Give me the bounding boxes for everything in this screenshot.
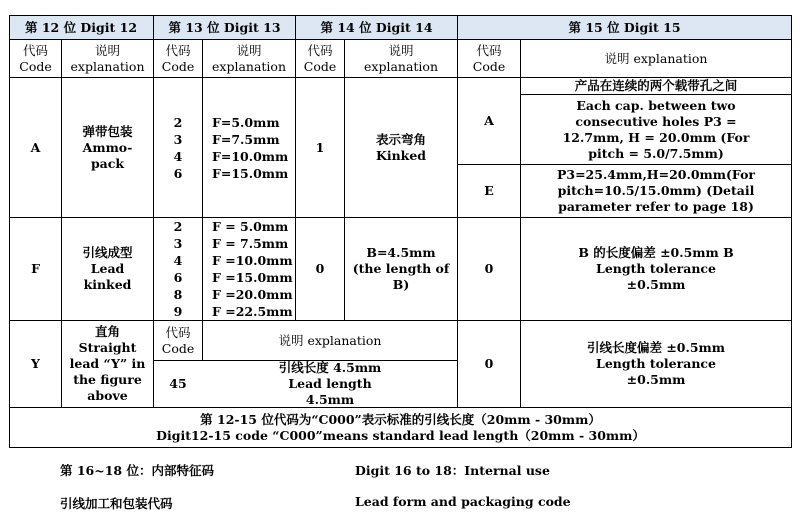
row-a-codes13-list — [174, 114, 183, 182]
subheader-code-12: 代码 Code — [19, 42, 52, 74]
row-a-d15-intro: 产品在连续的两个载带孔之间 — [574, 78, 738, 93]
header-digit12: 第 12 位 Digit 12 — [24, 19, 138, 35]
row-f-codes13-list — [174, 218, 183, 320]
row-y-code12: Y — [31, 356, 40, 371]
row-a-codes13 — [154, 78, 202, 217]
row-a-code13-item: 3 — [173, 131, 183, 147]
row-a-value13-item: F=7.5mm — [212, 131, 280, 147]
header-digit15: 第 15 位 Digit 15 — [568, 19, 681, 35]
header-digit14: 第 14 位 Digit 14 — [320, 19, 433, 35]
row-a-value13-item: F=10.0mm — [212, 148, 289, 164]
row-a-desc12: 弹带包装 Ammo-pack — [82, 123, 133, 171]
row-a-code13-item: 2 — [173, 114, 183, 130]
row-f-code14: 0 — [315, 261, 325, 276]
row-f-code12: F — [31, 261, 40, 276]
subheader-code-13: 代码 Code — [161, 42, 195, 74]
row-a-desc14: 表示弯角 Kinked — [375, 131, 427, 163]
digit-code-table — [9, 15, 792, 448]
row-f-value13-item: F =15.0mm — [212, 270, 293, 285]
row-f-code13-item: 8 — [173, 287, 183, 302]
lead-form-note-cn: 引线加工和包装代码 — [60, 496, 173, 511]
row-f-value13-item: F = 7.5mm — [212, 236, 289, 251]
footer-note — [10, 408, 791, 447]
row-y-d15-code: 0 — [484, 356, 494, 371]
row-a-d15-code-a: A — [484, 113, 494, 128]
row-a-value13-item: F=5.0mm — [212, 114, 280, 130]
footer-note-line1: 第 12-15 位代码为“C000”表示标准的引线长度（20mm - 30mm） — [200, 411, 601, 427]
row-f-value13-item: F =10.0mm — [212, 253, 293, 268]
row-f-value13-item: F =22.5mm — [212, 304, 293, 319]
row-f-value13-item: F =20.0mm — [212, 287, 293, 302]
row-a-d15-desc-a: Each cap. between two consecutive holes P3 = 12.7mm, H = 20.0mm (For pitch = 5.0/7.5mm) — [562, 97, 750, 161]
row-f-code13-item: 6 — [173, 270, 183, 285]
lead-form-note-en: Lead form and packaging code — [355, 494, 571, 509]
row-a-code13-item: 6 — [173, 165, 183, 181]
row-y-sub-code-label: 代码 Code — [161, 324, 195, 356]
row-f-codes13 — [154, 218, 202, 320]
row-f-desc14: B=4.5mm (the length of B) — [352, 245, 450, 292]
row-a-d15-code-e: E — [484, 183, 494, 198]
row-f-d15-desc: B 的长度偏差 ±0.5mm B Length tolerance ±0.5mm — [578, 245, 734, 292]
subheader-code-14: 代码 Code — [303, 42, 337, 74]
row-y-sub-code: 45 — [169, 376, 187, 391]
row-f-code13-item: 4 — [173, 253, 183, 268]
row-a-code14: 1 — [315, 139, 325, 155]
row-a-values13 — [212, 78, 295, 217]
row-a-code13-item: 4 — [173, 148, 183, 164]
row-a-values13-list — [212, 114, 288, 182]
subheader-code-15: 代码 Code — [472, 42, 506, 74]
subheader-explanation-15: 说明 explanation — [604, 50, 708, 66]
row-a-value13-item: F=15.0mm — [212, 165, 289, 181]
row-f-code13-item: 2 — [173, 219, 183, 234]
row-f-code13-item: 9 — [173, 304, 183, 319]
row-a-code12: A — [30, 139, 41, 155]
row-f-code13-item: 3 — [173, 236, 183, 251]
row-y-desc12: 直角 Straight lead “Y” in the figure above — [69, 324, 146, 403]
row-y-d15-desc: 引线长度偏差 ±0.5mm Length tolerance ±0.5mm — [586, 340, 726, 387]
header-digit13: 第 13 位 Digit 13 — [168, 19, 281, 35]
row-f-desc12: 引线成型 Lead kinked — [82, 245, 133, 292]
digit16-note-cn: 第 16~18 位：内部特征码 — [60, 463, 214, 478]
row-f-d15-code: 0 — [484, 261, 494, 276]
row-y-sub-desc: 引线长度 4.5mm Lead length 4.5mm — [278, 360, 382, 407]
footer-note-line2: Digit12-15 code “C000”means standard lead length（20mm - 30mm） — [156, 427, 645, 443]
digit16-note-en: Digit 16 to 18：Internal use — [355, 463, 550, 478]
subheader-explanation-12: 说明 explanation — [70, 42, 145, 74]
row-a-d15-desc-e: P3=25.4mm,H=20.0mm(For pitch=10.5/15.0mm) (Detail parameter refer to page 18) — [556, 167, 756, 214]
row-f-value13-item: F = 5.0mm — [212, 219, 289, 234]
row-f-values13 — [212, 218, 295, 320]
row-f-values13-list — [212, 218, 293, 320]
subheader-explanation-14: 说明 explanation — [364, 42, 438, 74]
row-y-sub-expl-label: 说明 explanation — [278, 332, 382, 348]
subheader-explanation-13: 说明 explanation — [212, 42, 286, 74]
